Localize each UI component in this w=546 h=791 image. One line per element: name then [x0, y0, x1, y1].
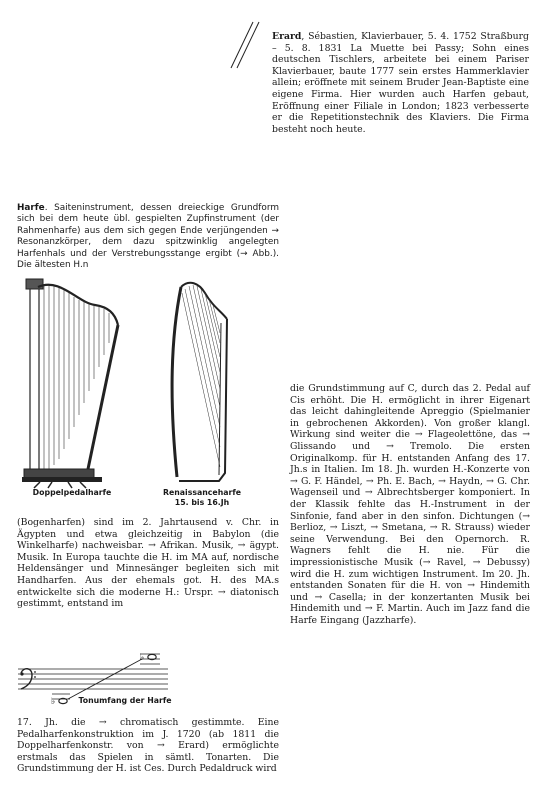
- entry-harfe-headword: Harfe: [17, 203, 45, 213]
- double-pedal-harp-illustration: [20, 273, 130, 493]
- entry-harfe-right: [290, 383, 530, 626]
- renaissance-harp-illustration: [165, 277, 235, 487]
- entry-harfe-middle: [17, 517, 279, 610]
- caption-renaissance-harp-date: 15. bis 16.Jh: [174, 497, 230, 507]
- svg-text:♭: ♭: [51, 697, 56, 707]
- entry-harfe-intro: [17, 203, 279, 271]
- caption-renaissance-harp: [152, 488, 252, 507]
- caption-double-pedal-harp: Doppelpedalharfe: [32, 488, 112, 497]
- entry-harfe-right-text: die Grundstimmung auf C, durch das 2. Pedal auf Cis erhöht. Die H. ermöglicht in ihrer Eigenart das leicht dahingleitende Apreggio (Spielmanier in gebrochenen Akkorden). Von großer klangl. Wirkung sind weiter die → Flageolettöne, das → Glissando und → Tremolo. Die ersten Originalkomp. für H. entstanden Anfang des 17. Jh.s in Italien. Im 18. Jh. wurden H.-Konzerte von → G. F. Händel, → Ph. E. Bach, → Haydn, → G. Chr. Wagenseil und → Albrechtsberger komponiert. In der Klassik fehlte das H.-Instrument in der Sinfonie, fand aber in den sinfon. Dichtungen (→ Berlioz, → Liszt, → Smetana, → R. Strauss) wieder seine Verwendung. Bei den Opernorch. R. Wagners fehlt die H. nie. Für die impressionistische Musik (→ Ravel, → Debussy) wird die H. zum wichtigen Instrument. Im 20. Jh. entstanden Sonaten für die H. von → Hindemith und → Casella; in der konzertanten Musik bei Hindemith und → F. Martin. Auch im Jazz fand die Harfe Eingang (Jazzharfe).: [290, 383, 530, 626]
- entry-erard-headword: Erard: [272, 31, 302, 42]
- entry-erard: [272, 31, 529, 135]
- slash-marks-icon: [225, 20, 265, 70]
- entry-harfe-middle-text: (Bogenharfen) sind im 2. Jahrtausend v. Chr. in Ägypten und etwa gleichzeitig in Babylon (die Winkelharfe) nachweisbar. → Afrikan. Musik, → ägypt. Musik. In Europa tauchte die H. im MA auf, nordische Heldensänger und Minnesänger begleiten sich mit Handharfen. Aus der ehemals got. H. des MA.s entwickelte sich die moderne H.: Urspr. → diatonisch gestimmt, entstand im: [17, 517, 279, 610]
- caption-pitch-range: Tonumfang der Harfe: [78, 696, 172, 705]
- entry-erard-text: Erard, Sébastien, Klavierbauer, 5. 4. 1752 Straßburg – 5. 8. 1831 La Muette bei Passy; Sohn eines deutschen Tischlers, arbeitete bei einem Pariser Klavierbauer, baute 1777 sein erstes Hammerklavier allein; eröffnete mit seinem Bruder Jean-Baptiste eine eigene Firma. Hier wurden auch Harfen gebaut, Eröffnung einer Filiale in London; 1823 verbesserte er die Repetitionstechnik des Klaviers. Die Firma besteht noch heute.: [272, 31, 529, 135]
- entry-harfe-lower-text: 17. Jh. die → chromatisch gestimmte. Eine Pedalharfenkonstruktion im J. 1720 (ab 1811 die Doppelharfenkonstr. von → Erard) ermöglichte erstmals das Spielen in sämtl. Tonarten. Die Grundstimmung der H. ist Ces. Durch Pedaldruck wird: [17, 717, 279, 775]
- entry-harfe-lower: [17, 717, 279, 775]
- entry-harfe-intro-text: Harfe. Saiteninstrument, dessen dreieckige Grundform sich bei dem heute übl. gespielten Zupfinstrument (der Rahmenharfe) aus dem sich gegen Ende verjüngenden → Resonanzkörper, dem dazu spitzwinklig angelegten Harfenhals und der Verstrebungsstange ergibt (→ Abb.). Die ältesten H.n: [17, 203, 279, 271]
- caption-renaissance-harp-title: Renaissanceharfe: [162, 488, 242, 497]
- svg-text:♭: ♭: [140, 653, 145, 663]
